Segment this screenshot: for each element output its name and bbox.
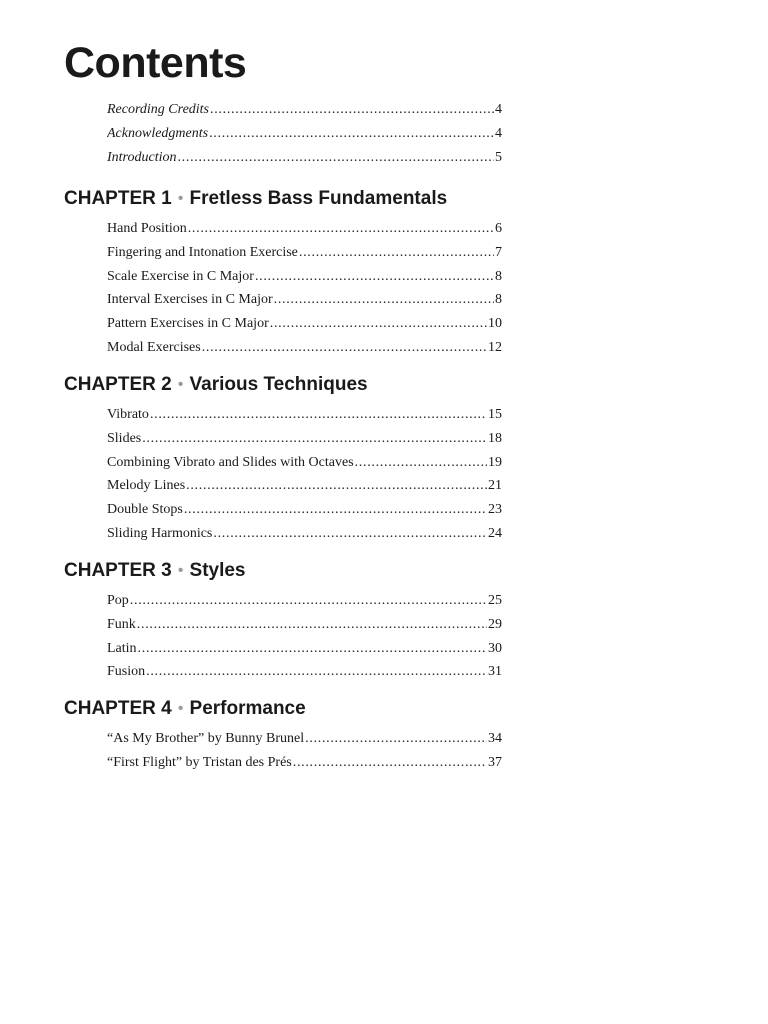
bullet-icon: •	[177, 562, 184, 579]
toc-entry-title: “As My Brother” by Bunny Brunel	[107, 731, 305, 746]
toc-entry[interactable]	[107, 98, 502, 122]
dot-leader	[293, 751, 487, 775]
toc-entry-page: 10	[488, 316, 502, 332]
chapter-name: Performance	[189, 698, 306, 719]
toc-entry-title: Pattern Exercises in C Major	[107, 316, 269, 332]
toc-entry-page: 4	[495, 125, 502, 141]
toc-entry-title: “First Flight” by Tristan des Prés	[107, 754, 292, 770]
chapter-name: Styles	[189, 560, 246, 581]
toc-entry-page: 19	[488, 454, 502, 470]
toc-entry-title: Introduction	[107, 149, 177, 165]
toc-entry-title: Combining Vibrato and Slides with Octaves	[107, 454, 354, 470]
toc-entry[interactable]	[107, 146, 502, 170]
dot-leader	[177, 146, 494, 170]
toc-entry-page: 5	[495, 149, 502, 165]
toc-entry-page: 24	[488, 525, 502, 541]
dot-leader	[137, 613, 487, 637]
bullet-icon: •	[177, 700, 184, 717]
dot-leader	[130, 589, 487, 613]
page-title: Contents	[64, 39, 247, 87]
toc-entry-title: Hand Position	[107, 221, 187, 236]
toc-entry-title: Scale Exercise in C Major	[107, 268, 254, 284]
dot-leader	[305, 727, 487, 751]
toc-entry-page: 12	[488, 339, 502, 355]
dot-leader	[213, 522, 487, 546]
dot-leader	[146, 660, 487, 684]
toc-entry-title: Slides	[107, 430, 142, 446]
toc-entry-title: Fusion	[107, 664, 146, 680]
toc-entry[interactable]	[107, 613, 502, 637]
dot-leader	[150, 403, 487, 427]
dot-leader	[255, 265, 494, 289]
toc-entry-title: Modal Exercises	[107, 339, 201, 355]
toc-entry-title: Vibrato	[107, 407, 149, 422]
toc-entry[interactable]	[107, 451, 502, 475]
toc-entry-title: Pop	[107, 593, 129, 608]
toc-entry-title: Melody Lines	[107, 478, 186, 494]
front-matter-list	[107, 98, 502, 169]
toc-entry-title: Interval Exercises in C Major	[107, 292, 273, 308]
chapter-heading[interactable]	[64, 373, 504, 398]
toc-entry[interactable]	[107, 241, 502, 265]
toc-entry-title: Recording Credits	[107, 102, 210, 117]
dot-leader	[202, 336, 487, 360]
dot-leader	[142, 427, 487, 451]
chapter-label: CHAPTER 3	[64, 560, 172, 581]
chapter-1-section	[64, 187, 504, 360]
toc-entry[interactable]	[107, 589, 502, 613]
bullet-icon: •	[177, 190, 184, 207]
toc-entry-page: 37	[488, 754, 502, 770]
dot-leader	[299, 241, 494, 265]
toc-entry[interactable]	[107, 336, 502, 360]
chapter-3-section	[64, 559, 504, 684]
chapter-name: Various Techniques	[189, 374, 368, 395]
dot-leader	[188, 217, 494, 241]
toc-entry-page: 4	[495, 102, 502, 117]
dot-leader	[210, 98, 494, 122]
dot-leader	[270, 312, 487, 336]
chapter-2-section	[64, 373, 504, 546]
bullet-icon: •	[177, 376, 184, 393]
toc-entry-page: 25	[488, 593, 502, 608]
toc-entry-title: Acknowledgments	[107, 125, 209, 141]
toc-entry[interactable]	[107, 403, 502, 427]
toc-entry[interactable]	[107, 217, 502, 241]
toc-entry-title: Sliding Harmonics	[107, 525, 213, 541]
chapter-label: CHAPTER 1	[64, 188, 172, 209]
chapter-heading[interactable]	[64, 187, 504, 212]
chapter-heading[interactable]	[64, 697, 504, 722]
toc-entry-page: 18	[488, 430, 502, 446]
toc-entry[interactable]	[107, 312, 502, 336]
chapter-label: CHAPTER 2	[64, 374, 172, 395]
toc-entry-title: Latin	[107, 640, 137, 656]
toc-entry-title: Fingering and Intonation Exercise	[107, 244, 298, 260]
toc-entry-page: 6	[495, 221, 502, 236]
chapter-4-section	[64, 697, 504, 775]
toc-entry[interactable]	[107, 122, 502, 146]
toc-entry-page: 31	[488, 664, 502, 680]
toc-entry[interactable]	[107, 751, 502, 775]
toc-entry-page: 21	[488, 478, 502, 494]
toc-entry-page: 30	[488, 640, 502, 656]
chapter-heading[interactable]	[64, 559, 504, 584]
chapter-label: CHAPTER 4	[64, 698, 172, 719]
toc-entry[interactable]	[107, 727, 502, 751]
toc-entry-page: 7	[495, 244, 502, 260]
dot-leader	[184, 498, 487, 522]
toc-entry[interactable]	[107, 288, 502, 312]
toc-entry-title: Double Stops	[107, 502, 183, 518]
toc-entry-page: 8	[495, 292, 502, 308]
dot-leader	[209, 122, 494, 146]
toc-entry-page: 34	[488, 731, 502, 746]
toc-entry-page: 23	[488, 502, 502, 518]
dot-leader	[138, 637, 487, 661]
dot-leader	[355, 451, 487, 475]
toc-entry[interactable]	[107, 522, 502, 546]
toc-entry-title: Funk	[107, 616, 136, 632]
toc-entry-page: 15	[488, 407, 502, 422]
chapter-name: Fretless Bass Fundamentals	[189, 188, 448, 209]
toc-entry-page: 29	[488, 616, 502, 632]
toc-entry[interactable]	[107, 637, 502, 661]
toc-entry[interactable]	[107, 660, 502, 684]
toc-entry[interactable]	[107, 474, 502, 498]
toc-entry[interactable]	[107, 498, 502, 522]
toc-entry[interactable]	[107, 265, 502, 289]
dot-leader	[274, 288, 494, 312]
dot-leader	[186, 474, 487, 498]
toc-entry[interactable]	[107, 427, 502, 451]
toc-entry-page: 8	[495, 268, 502, 284]
